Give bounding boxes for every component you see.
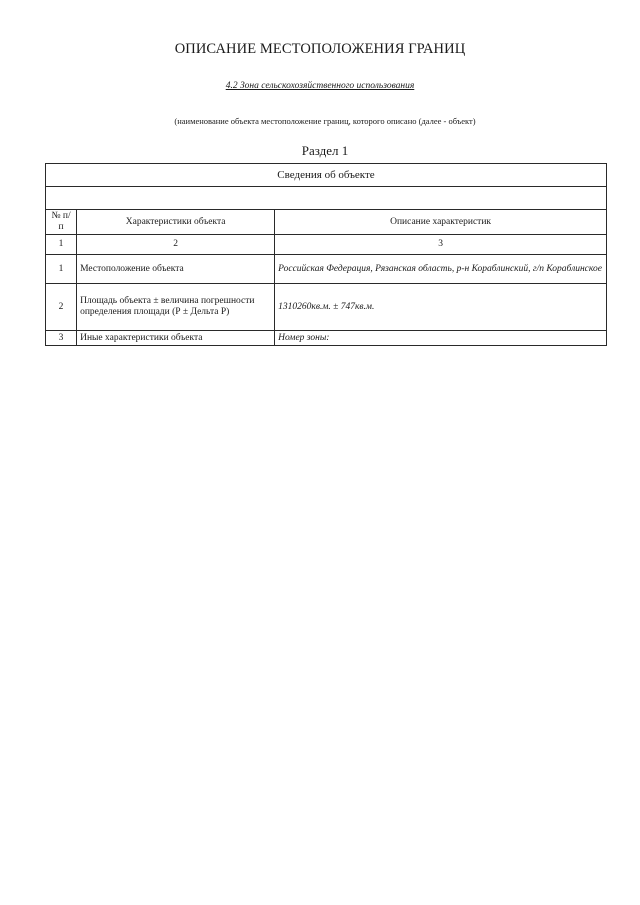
table-spacer-row — [46, 187, 607, 210]
column-number-1: 1 — [46, 235, 77, 255]
document-caption: (наименование объекта местоположение границ, которого описано (далее - объект) — [174, 116, 476, 126]
column-number-2: 2 — [77, 235, 275, 255]
section-title: Раздел 1 — [301, 143, 349, 158]
table-heading: Сведения об объекте — [46, 164, 607, 187]
document-title: ОПИСАНИЕ МЕСТОПОЛОЖЕНИЯ ГРАНИЦ — [174, 41, 466, 57]
document-subtitle: 4.2 Зона сельскохозяйственного использования — [225, 81, 415, 91]
table-row — [46, 284, 607, 331]
row-description: Российская Федерация, Рязанская область, р-н Кораблинский, г/п Кораблинское — [275, 255, 607, 284]
column-number-3: 3 — [275, 235, 607, 255]
row-description: 1310260кв.м. ± 747кв.м. — [275, 284, 607, 331]
row-characteristic: Иные характеристики объекта — [77, 331, 275, 346]
table-heading-row — [46, 164, 607, 187]
table-spacer-cell — [46, 187, 607, 210]
table-row — [46, 331, 607, 346]
column-header-num: № п/п — [46, 210, 77, 235]
table-row — [46, 255, 607, 284]
row-characteristic: Площадь объекта ± величина погрешности определения площади (Р ± Дельта Р) — [77, 284, 275, 331]
row-number: 3 — [46, 331, 77, 346]
table-column-header-row — [46, 210, 607, 235]
row-number: 2 — [46, 284, 77, 331]
table-column-number-row — [46, 235, 607, 255]
column-header-description: Описание характеристик — [275, 210, 607, 235]
row-description: Номер зоны: — [275, 331, 607, 346]
row-characteristic: Местоположение объекта — [77, 255, 275, 284]
row-number: 1 — [46, 255, 77, 284]
object-info-table — [45, 163, 607, 346]
column-header-characteristic: Характеристики объекта — [77, 210, 275, 235]
